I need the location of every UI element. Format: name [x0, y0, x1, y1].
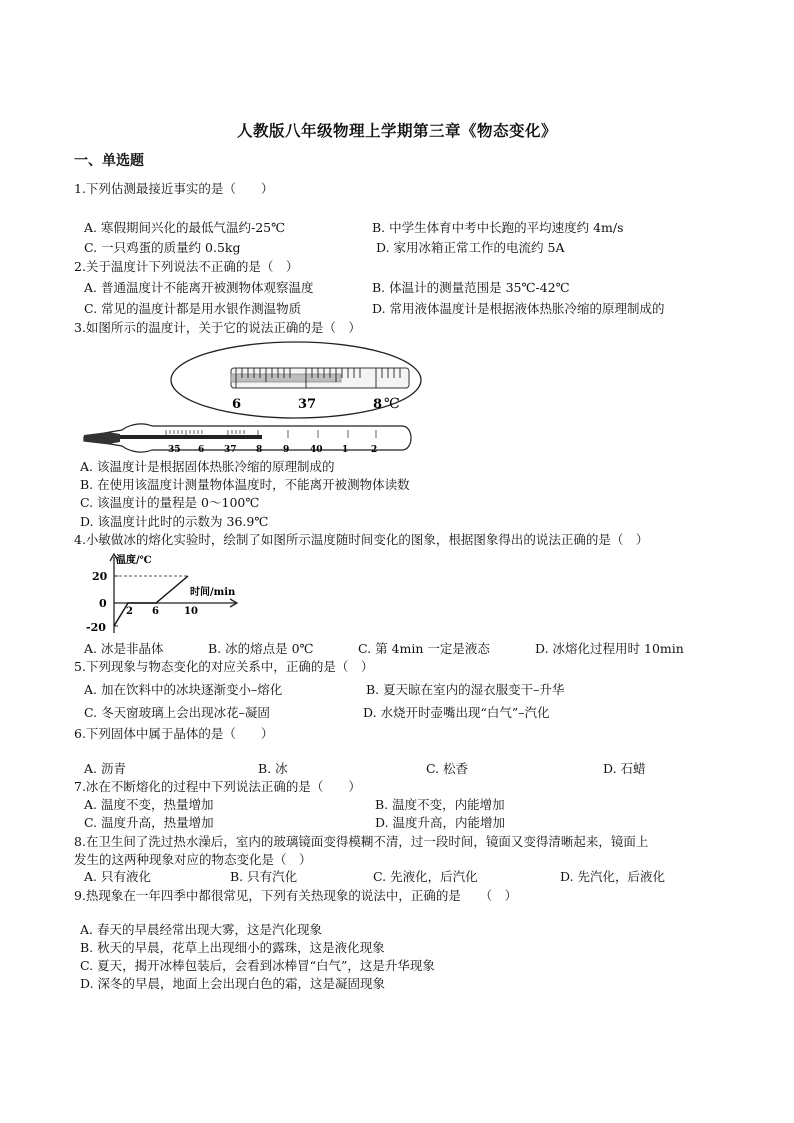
x-tick-6: 6 [152, 606, 159, 617]
q2-option-c[interactable]: C. 常见的温度计都是用水银作测温物质 [84, 301, 302, 316]
q1-stem: 1.下列估测最接近事实的是（ ） [74, 181, 274, 196]
q9-stem: 9.热现象在一年四季中都很常见，下列有关热现象的说法中，正确的是 （ ） [74, 888, 518, 903]
q3-option-c[interactable]: C. 该温度计的量程是 0～100℃ [80, 495, 260, 510]
q6-option-c[interactable]: C. 松香 [426, 761, 469, 776]
q5-option-c[interactable]: C. 冬天窗玻璃上会出现冰花–凝固 [84, 705, 270, 720]
scale-label-35: 35 [168, 445, 181, 455]
q2-option-a[interactable]: A. 普通温度计不能离开被测物体观察温度 [84, 280, 314, 295]
q7-option-a[interactable]: A. 温度不变，热量增加 [84, 797, 214, 812]
y-tick-20: 20 [92, 570, 108, 583]
scale-label-1: 1 [342, 445, 349, 455]
q8-option-c[interactable]: C. 先液化，后汽化 [373, 869, 478, 884]
q8-stem-line1: 8.在卫生间了洗过热水澡后，室内的玻璃镜面变得模糊不清，过一段时间，镜面又变得清晰起来，镜面上 [74, 834, 649, 849]
q8-stem-line2: 发生的这两种现象对应的物态变化是（ ） [74, 852, 312, 867]
q2-stem: 2.关于温度计下列说法不正确的是（ ） [74, 259, 299, 274]
q5-stem: 5.下列现象与物态变化的对应关系中，正确的是（ ） [74, 659, 374, 674]
q4-option-c[interactable]: C. 第 4min 一定是液态 [358, 641, 490, 656]
scale-label-9: 9 [283, 445, 290, 455]
scale-label-6: 6 [198, 445, 205, 455]
q5-option-d[interactable]: D. 水烧开时壶嘴出现“白气”–汽化 [363, 705, 550, 720]
zoom-label-37: 37 [298, 397, 317, 412]
zoom-label-unit: ℃ [384, 396, 400, 412]
q9-option-b[interactable]: B. 秋天的早晨，花草上出现细小的露珠，这是液化现象 [80, 940, 385, 955]
q7-option-c[interactable]: C. 温度升高，热量增加 [84, 815, 214, 830]
zoom-label-8: 8 [373, 397, 383, 412]
document-title: 人教版八年级物理上学期第三章《物态变化》 [236, 121, 557, 140]
y-tick-0: 0 [99, 597, 107, 610]
q9-option-d[interactable]: D. 深冬的早晨，地面上会出现白色的霜，这是凝固现象 [80, 976, 386, 991]
q2-option-d[interactable]: D. 常用液体温度计是根据液体热胀冷缩的原理制成的 [372, 301, 665, 316]
thermometer-figure [80, 338, 420, 458]
zoom-mercury [231, 374, 341, 382]
q9-option-c[interactable]: C. 夏天，揭开冰棒包装后，会看到冰棒冒“白气”，这是升华现象 [80, 958, 435, 973]
q7-option-d[interactable]: D. 温度升高，内能增加 [375, 815, 506, 830]
scale-label-40: 40 [310, 445, 323, 455]
q3-option-d[interactable]: D. 该温度计此时的示数为 36.9℃ [80, 514, 269, 529]
melting-graph [86, 551, 266, 641]
q7-stem: 7.冰在不断熔化的过程中下列说法正确的是（ ） [74, 779, 361, 794]
y-tick-neg20: -20 [86, 621, 106, 634]
q4-option-a[interactable]: A. 冰是非晶体 [84, 641, 164, 656]
q3-option-a[interactable]: A. 该温度计是根据固体热胀冷缩的原理制成的 [80, 459, 335, 474]
x-tick-2: 2 [126, 606, 133, 617]
thermometer-mercury [120, 435, 262, 439]
q6-stem: 6.下列固体中属于晶体的是（ ） [74, 726, 274, 741]
graph-xlabel: 时间/min [190, 587, 236, 598]
scale-label-2: 2 [371, 445, 378, 455]
q7-option-b[interactable]: B. 温度不变，内能增加 [375, 797, 505, 812]
q4-stem: 4.小敏做冰的熔化实验时，绘制了如图所示温度随时间变化的图象，根据图象得出的说法正确的是（ ） [74, 532, 649, 547]
q5-option-a[interactable]: A. 加在饮料中的冰块逐渐变小–熔化 [84, 682, 283, 697]
q8-option-b[interactable]: B. 只有汽化 [230, 869, 298, 884]
q3-option-b[interactable]: B. 在使用该温度计测量物体温度时，不能离开被测物体读数 [80, 477, 410, 492]
q1-option-c[interactable]: C. 一只鸡蛋的质量约 0.5kg [84, 240, 241, 255]
x-tick-10: 10 [184, 606, 198, 617]
q1-option-a[interactable]: A. 寒假期间兴化的最低气温约-25℃ [84, 220, 286, 235]
section-heading: 一、单选题 [74, 153, 144, 169]
q1-option-d[interactable]: D. 家用冰箱正常工作的电流约 5A [376, 240, 565, 255]
zoom-label-6: 6 [232, 397, 242, 412]
q8-option-a[interactable]: A. 只有液化 [84, 869, 151, 884]
q6-option-b[interactable]: B. 冰 [258, 761, 288, 776]
q3-stem: 3.如图所示的温度计，关于它的说法正确的是（ ） [74, 320, 361, 335]
q4-option-b[interactable]: B. 冰的熔点是 0℃ [208, 641, 314, 656]
q6-option-a[interactable]: A. 沥青 [84, 761, 126, 776]
temperature-curve [114, 576, 188, 626]
graph-ylabel: 温度/℃ [116, 555, 152, 566]
q8-option-d[interactable]: D. 先汽化，后液化 [560, 869, 666, 884]
scale-label-8: 8 [256, 445, 263, 455]
q4-option-d[interactable]: D. 冰熔化过程用时 10min [535, 641, 684, 656]
q5-option-b[interactable]: B. 夏天晾在室内的湿衣服变干–升华 [366, 682, 565, 697]
q2-option-b[interactable]: B. 体温计的测量范围是 35℃-42℃ [372, 280, 570, 295]
q9-option-a[interactable]: A. 春天的早晨经常出现大雾，这是汽化现象 [80, 922, 322, 937]
q6-option-d[interactable]: D. 石蜡 [603, 761, 646, 776]
q1-option-b[interactable]: B. 中学生体育中考中长跑的平均速度约 4m/s [372, 220, 624, 235]
scale-label-37: 37 [224, 445, 237, 455]
